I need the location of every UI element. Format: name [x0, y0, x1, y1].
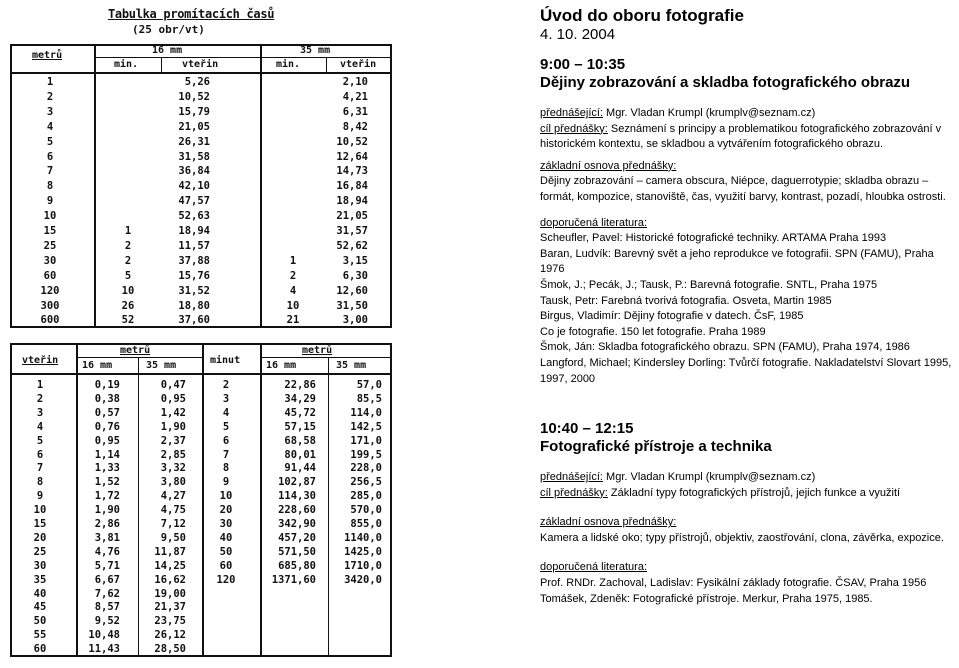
table1-cell: 31,50 [336, 299, 368, 312]
header-sec-35: vteřin [340, 59, 377, 70]
table2-cell: 0,38 [94, 392, 120, 405]
table2-cell: 57,15 [284, 420, 316, 433]
lecture-block-1 [540, 56, 952, 387]
literature-item: Langford, Michael; Kindersley Dorling: Tvůrčí fotografie. Nakladatelství Slovart 1995, 1997, 2000 [540, 356, 952, 385]
table1-cell: 12,60 [336, 284, 368, 297]
table2-cell: 7,12 [160, 518, 186, 530]
header-35mm-right: 35 mm [336, 360, 367, 371]
table1-cell: 21,05 [178, 120, 210, 133]
table2-cell: 9 [36, 490, 44, 503]
table2-cell: 40 [33, 587, 47, 600]
table2-cell: 1,52 [94, 476, 120, 489]
table2-cell: 3 [222, 392, 230, 405]
table1-cell: 3 [46, 105, 54, 118]
literature-item: Baran, Ludvík: Barevný svět a jeho reprodukce ve fotografii. SPN (FAMU), Praha 1976 [540, 247, 934, 276]
table2-cell: 57,0 [356, 379, 382, 391]
table2-cell: 28,50 [154, 643, 186, 656]
table1-cell: 1 [289, 254, 297, 267]
header-metru-right: metrů [302, 345, 333, 356]
header-min-16: min. [114, 59, 139, 70]
table2-cell: 1,14 [94, 448, 120, 461]
header-sec-16: vteřin [182, 59, 219, 70]
goal-label: cíl přednášky: [540, 122, 608, 135]
lecture1-outline: Dějiny zobrazování – camera obscura, Niépce, daguerrotypie; skladba obrazu – formát, kompozice, stanoviště, čas, využití barvy, kontrast, pozadí, hloubka ostrosti. [540, 175, 946, 203]
table2-cell: 4 [222, 406, 230, 419]
table1-cell: 18,94 [178, 225, 210, 237]
table1-cell: 4,21 [342, 90, 368, 103]
table2-cell: 4,75 [160, 504, 186, 517]
table2-grid [10, 343, 392, 657]
table2-cell: 26,12 [154, 629, 186, 642]
table1-cell: 42,10 [178, 180, 210, 193]
table2-cell: 8,57 [94, 601, 120, 614]
table2-cell: 45,72 [284, 406, 316, 419]
table2-cell: 9,52 [94, 615, 120, 628]
table2-cell: 571,50 [278, 545, 316, 558]
document-title: Úvod do oboru fotografie [540, 6, 744, 25]
header-16mm-left: 16 mm [82, 360, 113, 371]
lecturer-value: Mgr. Vladan Krumpl (krumplv@seznam.cz) [602, 471, 816, 484]
table1-cell: 3,15 [342, 254, 368, 267]
table2-cell: 3,80 [160, 476, 186, 489]
lecture1-lecturer [540, 106, 952, 122]
table1-cell: 6,30 [342, 269, 368, 282]
table2-cell: 457,20 [278, 531, 316, 544]
table2-cell: 15 [33, 518, 47, 530]
table1-cell: 8,42 [342, 120, 368, 133]
table1-cell: 30 [43, 254, 57, 267]
table2-cell: 22,86 [284, 379, 316, 391]
table2-cell: 10 [33, 504, 47, 517]
table1-cell: 120 [40, 284, 60, 297]
table2-cell: 1371,60 [271, 573, 316, 586]
table1-cell: 31,52 [178, 284, 210, 297]
table1-cell: 6,31 [342, 105, 368, 118]
literature-item: Prof. RNDr. Zachoval, Ladislav: Fysikální základy fotografie. ČSAV, Praha 1956 [540, 577, 927, 590]
header-35mm: 35 mm [300, 45, 331, 56]
table2-cell: 1,90 [160, 420, 186, 433]
table2-cell: 35 [33, 573, 47, 586]
table2-cell: 4,27 [160, 490, 186, 503]
table1-cell: 2,10 [342, 76, 368, 88]
table2-cell: 11,43 [88, 643, 120, 656]
lecture1-outline-label: základní osnova přednášky: [540, 159, 677, 172]
table2-cell: 1,33 [94, 462, 120, 475]
table1-cell: 52 [121, 314, 135, 327]
table1-cell: 7 [46, 165, 54, 178]
table2-cell: 0,95 [94, 434, 120, 447]
table2-cell: 0,47 [160, 379, 186, 391]
lecture1-time: 9:00 – 10:35 [540, 56, 626, 73]
table2-cell: 45 [33, 601, 47, 614]
table1-cell: 300 [40, 299, 60, 312]
table1-cell: 18,94 [336, 195, 368, 208]
lecture2-goal [540, 486, 952, 502]
length-time-table [10, 343, 392, 657]
table2-cell: 3420,0 [344, 573, 382, 586]
lecture1-literature [540, 231, 952, 387]
table2-cell: 3,32 [160, 462, 186, 475]
table2-cell: 10,48 [88, 629, 120, 642]
table1-cell: 52,63 [178, 210, 210, 223]
table2-cell: 142,5 [350, 420, 382, 433]
table1-cell: 14,73 [336, 165, 368, 178]
table2-cell: 80,01 [284, 448, 316, 461]
table2-cell: 1,42 [160, 406, 186, 419]
lecture2-time: 10:40 – 12:15 [540, 420, 634, 438]
table2-cell: 8 [222, 462, 230, 475]
table2-cell: 16,62 [154, 573, 186, 586]
header-vterin: vteřin [22, 355, 59, 366]
table1-cell: 5 [124, 269, 132, 282]
table1-cell: 25 [43, 239, 57, 252]
table2-cell: 685,80 [278, 559, 316, 572]
table2-cell: 30 [33, 559, 47, 572]
table2-cell: 1140,0 [344, 531, 382, 544]
table1-cell: 21,05 [336, 210, 368, 223]
table2-cell: 25 [33, 545, 47, 558]
table2-cell: 114,0 [350, 406, 382, 419]
table2-cell: 2,37 [160, 434, 186, 447]
literature-item: Šmok, Ján: Skladba fotografického obrazu. SPN (FAMU), Praha 1974, 1986 [540, 341, 910, 354]
table1-cell: 6 [46, 150, 54, 163]
literature-item: Tomášek, Zdeněk: Fotografické přístroje. Merkur, Praha 1975, 1985. [540, 592, 873, 605]
lecture2-outline-label: základní osnova přednášky: [540, 516, 677, 529]
table2-cell: 1,72 [94, 490, 120, 503]
table2-cell: 20 [33, 531, 47, 544]
table1-cell: 36,84 [178, 165, 210, 178]
table2-cell: 1 [36, 379, 44, 391]
table1-cell: 21 [286, 314, 300, 327]
table2-cell: 570,0 [350, 504, 382, 517]
table2-cell: 8 [36, 476, 44, 489]
table2-cell: 0,76 [94, 420, 120, 433]
table2-cell: 50 [33, 615, 47, 628]
lecture2-outline: Kamera a lidské oko; typy přístrojů, objektiv, zaostřování, clona, závěrka, expozice. [540, 531, 944, 544]
lecture2-literature [540, 576, 952, 607]
table2-cell: 6 [222, 434, 230, 447]
table2-cell: 34,29 [284, 392, 316, 405]
table2-cell: 68,58 [284, 434, 316, 447]
header-min-35: min. [276, 59, 301, 70]
table2-cell: 2 [36, 392, 44, 405]
table2-cell: 171,0 [350, 434, 382, 447]
table2-cell: 7,62 [94, 587, 120, 600]
table2-cell: 0,57 [94, 406, 120, 419]
lecture2-lecturer [540, 470, 952, 486]
table2-cell: 2,85 [160, 448, 186, 461]
table2-cell: 114,30 [278, 490, 316, 503]
table2-cell: 2 [222, 379, 230, 391]
table2-cell: 5 [36, 434, 44, 447]
table1-subtitle: (25 obr/vt) [132, 23, 205, 36]
header-minut: minut [210, 355, 241, 366]
table2-cell: 40 [219, 531, 233, 544]
table2-cell: 228,60 [278, 504, 316, 517]
table2-cell: 256,5 [350, 476, 382, 489]
table1-cell: 1 [124, 225, 132, 237]
table2-cell: 21,37 [154, 601, 186, 614]
lecturer-label: přednášející: [540, 107, 603, 119]
table2-cell: 9,50 [160, 531, 186, 544]
lecture2-lit-label: doporučená literatura: [540, 561, 648, 574]
table2-cell: 3 [36, 406, 44, 419]
header-35mm-left: 35 mm [146, 360, 177, 371]
table1-cell: 10 [121, 284, 135, 297]
table2-cell: 228,0 [350, 462, 382, 475]
table1-cell: 15,76 [178, 269, 210, 282]
table2-cell: 60 [33, 643, 47, 656]
table1-cell: 9 [46, 195, 54, 208]
table1-cell: 31,58 [178, 150, 210, 163]
table2-cell: 199,5 [350, 448, 382, 461]
table1-cell: 26 [121, 299, 135, 312]
table2-cell: 5 [222, 420, 230, 433]
goal-value: Seznámení s principy a problematikou fotografického zobrazování v historickém kontextu, se skladbou a vytvářením fotografického obrazu. [540, 122, 942, 151]
course-schedule [540, 6, 952, 607]
table1-cell: 10,52 [336, 135, 368, 148]
lecturer-value: Mgr. Vladan Krumpl (krumplv@seznam.cz) [602, 107, 816, 119]
table2-cell: 285,0 [350, 490, 382, 503]
table2-cell: 9 [222, 476, 230, 489]
table1-cell: 47,57 [178, 195, 210, 208]
literature-item: Birgus, Vladimír: Dějiny fotografie v datech. ČsF, 1985 [540, 310, 804, 323]
table2-cell: 6 [36, 448, 44, 461]
table1-cell: 4 [46, 120, 54, 133]
table1-cell: 5 [46, 135, 54, 148]
table1-cell: 12,64 [336, 150, 368, 163]
lecturer-label: přednášející: [540, 471, 603, 484]
lecture1-title: Dějiny zobrazování a skladba fotografického obrazu [540, 74, 911, 91]
table2-cell: 1425,0 [344, 545, 382, 558]
table1-cell: 10 [43, 210, 57, 223]
lecture-block-2 [540, 420, 952, 607]
table2-cell: 0,19 [94, 379, 120, 391]
table2-cell: 85,5 [356, 392, 382, 405]
table2-cell: 120 [216, 573, 236, 586]
literature-item: Šmok, J.; Pecák, J.; Tausk, P.: Barevná fotografie. SNTL, Praha 1975 [540, 278, 878, 291]
literature-item: Co je fotografie. 150 let fotografie. Praha 1989 [540, 325, 766, 338]
table2-cell: 7 [36, 462, 44, 475]
table2-cell: 50 [219, 545, 233, 558]
table2-cell: 1710,0 [344, 559, 382, 572]
table2-cell: 0,95 [160, 392, 186, 405]
table2-cell: 55 [33, 629, 47, 642]
table1-cell: 26,31 [178, 135, 210, 148]
table2-cell: 102,87 [278, 476, 316, 489]
table2-cell: 855,0 [350, 518, 382, 530]
projection-time-table [10, 4, 392, 328]
table2-cell: 7 [222, 448, 230, 461]
table2-cell: 14,25 [154, 559, 186, 572]
lecture1-lit-label: doporučená literatura: [540, 216, 648, 229]
table1-cell: 10,52 [178, 90, 210, 103]
goal-label: cíl přednášky: [540, 486, 608, 499]
table2-cell: 1,90 [94, 504, 120, 517]
table2-cell: 4,76 [94, 545, 120, 558]
header-metru-left: metrů [120, 345, 151, 356]
table1-cell: 16,84 [336, 180, 368, 193]
lecture1-goal [540, 122, 952, 153]
table2-cell: 342,90 [278, 518, 316, 530]
table1-cell: 18,80 [178, 299, 210, 312]
table2-cell: 91,44 [284, 462, 316, 475]
table1-cell: 52,62 [336, 239, 368, 252]
goal-value: Základní typy fotografických přístrojů, jejich funkce a využití [607, 486, 901, 499]
table1-cell: 2 [124, 239, 132, 252]
literature-item: Tausk, Petr: Farebná tvorivá fotografia. Osveta, Martin 1985 [540, 294, 832, 307]
table1-cell: 8 [46, 180, 54, 193]
table2-cell: 2,86 [94, 518, 120, 530]
table1-cell: 3,00 [342, 314, 368, 327]
header-16mm-right: 16 mm [266, 360, 297, 371]
table1-cell: 10 [286, 299, 300, 312]
table1-cell: 2 [289, 269, 297, 282]
table1-cell: 4 [289, 284, 297, 297]
table1-cell: 600 [40, 314, 60, 327]
table2-cell: 23,75 [154, 615, 186, 628]
table2-cell: 6,67 [94, 573, 120, 586]
table1-cell: 2 [46, 90, 54, 103]
lecture2-title: Fotografické přístroje a technika [540, 438, 772, 456]
table1-cell: 15 [43, 225, 57, 237]
table1-cell: 37,88 [178, 254, 210, 267]
table1-cell: 37,60 [178, 314, 210, 327]
table2-cell: 19,00 [154, 587, 186, 600]
table1-cell: 60 [43, 269, 57, 282]
table1-cell: 11,57 [178, 239, 210, 252]
table2-cell: 10 [219, 490, 233, 503]
table1-cell: 15,79 [178, 105, 210, 118]
table2-cell: 4 [36, 420, 44, 433]
table1-cell: 1 [46, 76, 54, 88]
table1-cell: 5,26 [184, 76, 210, 88]
table2-cell: 3,81 [94, 531, 120, 544]
table2-cell: 5,71 [94, 559, 120, 572]
table2-cell: 30 [219, 518, 233, 530]
table2-cell: 60 [219, 559, 233, 572]
document-date: 4. 10. 2004 [540, 26, 616, 43]
table1-cell: 31,57 [336, 225, 368, 237]
table2-cell: 11,87 [154, 545, 186, 558]
table1-cell: 2 [124, 254, 132, 267]
header-16mm: 16 mm [152, 45, 183, 56]
literature-item: Scheufler, Pavel: Historické fotografické techniky. ARTAMA Praha 1993 [540, 232, 887, 245]
table2-cell: 20 [219, 504, 233, 517]
table1-title: Tabulka promítacích časů [108, 7, 275, 21]
header-metru: metrů [32, 50, 63, 61]
